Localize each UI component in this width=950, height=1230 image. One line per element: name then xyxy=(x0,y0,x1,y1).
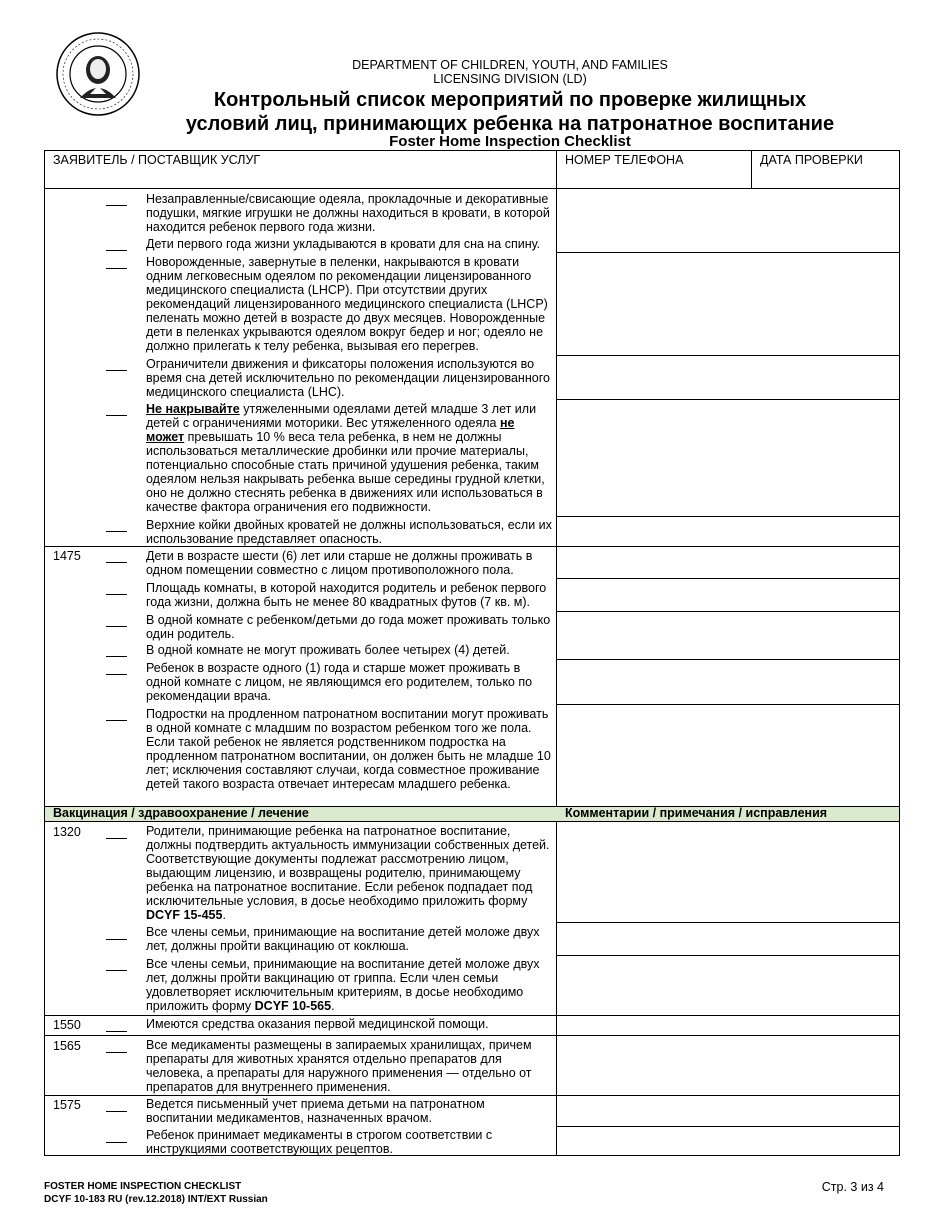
checklist-item: Ребенок принимает медикаменты в строгом соответствии с инструкциями соответствующих рецептов. xyxy=(146,1128,493,1156)
comment-cell-line xyxy=(556,516,900,517)
comment-cell-line xyxy=(556,355,900,356)
item-text-part: превышать 10 % веса тела ребенка, в нем не должны использоваться металлические дробинки или прочие материалы, потенциально способные стать причиной удушения ребенка, таким одеялом нельзя накрывать ребенка выше середины грудной клетки, оно не должно стеснять ребенка в движениях или использоваться в качестве фактора ограничения его подвижности. xyxy=(146,430,545,514)
comment-cell-line xyxy=(556,922,900,923)
department-name: DEPARTMENT OF CHILDREN, YOUTH, AND FAMILIES xyxy=(352,58,668,72)
check-blank[interactable] xyxy=(106,250,127,251)
checklist-item: Подростки на продленном патронатном воспитании могут проживать в одной комнате с младшим по возрастом ребенком того же пола. Если такой ребенок не является родственником подростка на продленном патронатном воспитании, он должен быть не младше 10 лет; исключения составляют случаи, когда совместное проживание детей такого возраста отвечает интересам младшего ребенка. xyxy=(146,707,551,791)
comment-cell-line xyxy=(556,659,900,660)
applicant-label: ЗАЯВИТЕЛЬ / ПОСТАВЩИК УСЛУГ xyxy=(53,153,261,167)
checklist-item: Незаправленные/свисающие одеяла, прокладочные и декоративные подушки, мягкие игрушки не должны находиться в кровати, в которой находится ребенок первого года жизни. xyxy=(146,192,550,234)
check-blank[interactable] xyxy=(106,674,127,675)
comment-cell-line xyxy=(556,1126,900,1127)
form-reference: DCYF 10-565 xyxy=(254,999,332,1013)
check-blank[interactable] xyxy=(106,939,127,940)
check-blank[interactable] xyxy=(106,205,127,206)
division-name: LICENSING DIVISION (LD) xyxy=(433,72,587,86)
row-line xyxy=(44,546,900,547)
wac-code: 1575 xyxy=(53,1098,81,1112)
item-text-part: . xyxy=(331,999,335,1013)
document-title xyxy=(0,88,950,136)
check-blank[interactable] xyxy=(106,626,127,627)
item-text-part: Все члены семьи, принимающие на воспитание детей моложе двух лет, должны пройти вакцинацию от гриппа. Если член семьи удовлетворяет исключительным критериям, в досье необходимо приложить форму xyxy=(146,957,540,1013)
check-blank[interactable] xyxy=(106,415,127,416)
check-blank[interactable] xyxy=(106,268,127,269)
checklist-item: Новорожденные, завернутые в пеленки, накрываются в кровати одним легковесным одеялом по рекомендации лицензированного медицинского специалиста (LHCP). При отсутствии других рекомендаций лицензированного медицинского специалиста (LHCP) пеленать можно детей в возрасте до двух месяцев. Новорожденные дети в пеленках укрываются одеялом вокруг бедер и ног; одеяло не должно прилегать к телу ребенка, вызывая его перегрев. xyxy=(146,255,548,353)
comment-cell-line xyxy=(556,611,900,612)
item-text-part: утяжеленными одеялами детей младше 3 лет или детей с ограничениями моторики. Вес утяжеленного одеяла xyxy=(146,402,537,430)
check-blank[interactable] xyxy=(106,1111,127,1112)
checklist-item: В одной комнате не могут проживать более четырех (4) детей. xyxy=(146,643,510,657)
emphasis-text: Не накрывайте xyxy=(146,402,240,416)
checklist-item xyxy=(146,957,552,1013)
emphasis-text: не может xyxy=(146,416,515,444)
checklist-item: Верхние койки двойных кроватей не должны использоваться, если их использование представляет опасность. xyxy=(146,518,552,546)
department-heading xyxy=(0,58,950,86)
row-line xyxy=(44,1035,900,1036)
checklist-item: Все члены семьи, принимающие на воспитание детей моложе двух лет, должны пройти вакцинацию от коклюша. xyxy=(146,925,540,953)
check-blank[interactable] xyxy=(106,656,127,657)
checklist-item: Площадь комнаты, в которой находится родитель и ребенок первого года жизни, должна быть не менее 80 квадратных футов (7 кв. м). xyxy=(146,581,547,609)
checklist-item: Дети первого года жизни укладываются в кровати для сна на спину. xyxy=(146,237,541,251)
row-line xyxy=(44,1015,900,1016)
footer xyxy=(44,1180,268,1206)
checklist-item: Дети в возрасте шести (6) лет или старше не должны проживать в одном помещении совместно с лицом противоположного пола. xyxy=(146,549,533,577)
form-reference: DCYF 15-455 xyxy=(146,908,223,922)
phone-label: НОМЕР ТЕЛЕФОНА xyxy=(565,153,684,167)
column-divider xyxy=(556,150,557,1156)
check-blank[interactable] xyxy=(106,838,127,839)
check-blank[interactable] xyxy=(106,970,127,971)
date-label: ДАТА ПРОВЕРКИ xyxy=(760,153,863,167)
checklist-item: Имеются средства оказания первой медицинской помощи. xyxy=(146,1017,489,1031)
check-blank[interactable] xyxy=(106,1031,127,1032)
header-bottom-line xyxy=(44,188,900,189)
check-blank[interactable] xyxy=(106,370,127,371)
checklist-item: Ребенок в возрасте одного (1) года и старше может проживать в одной комнате с лицом, не являющимся его родителем, только по рекомендации врача. xyxy=(146,661,533,703)
footer-form-title: FOSTER HOME INSPECTION CHECKLIST xyxy=(44,1181,242,1192)
check-blank[interactable] xyxy=(106,594,127,595)
footer-form-number: DCYF 10-183 RU (rev.12.2018) INT/EXT Russian xyxy=(44,1194,268,1205)
checklist-item: Ведется письменный учет приема детьми на патронатном воспитании медикаментов, назначенных врачом. xyxy=(146,1097,485,1125)
checklist-item: Все медикаменты размещены в запираемых хранилищах, причем препараты для животных хранятся отдельно препаратов для человека, а препараты для наружного применения — отдельно от препаратов для внутреннего применения. xyxy=(146,1038,532,1094)
wac-code: 1475 xyxy=(53,549,81,563)
checklist-item xyxy=(146,824,552,922)
comment-cell-line xyxy=(556,252,900,253)
section-vaccination-title: Вакцинация / здравоохранение / лечение xyxy=(53,806,309,820)
item-text-part: Родители, принимающие ребенка на патронатное воспитание, должны подтвердить актуальность иммунизации собственных детей. Соответствующие документы подлежат рассмотрению лицом, выдающим лицензию, и возвращены родителю, принимающему ребенка на патронатное воспитание. Если ребенок подпадает под исключительные условия, в досье необходимо приложить форму xyxy=(146,824,550,908)
title-en: Foster Home Inspection Checklist xyxy=(389,133,631,150)
check-blank[interactable] xyxy=(106,720,127,721)
item-text-part: . xyxy=(222,908,226,922)
page-number: Стр. 3 из 4 xyxy=(821,1180,884,1194)
comment-cell-line xyxy=(556,578,900,579)
check-blank[interactable] xyxy=(106,1052,127,1053)
section-comments-title: Комментарии / примечания / исправления xyxy=(565,806,828,820)
wac-code: 1565 xyxy=(53,1039,81,1053)
wac-code: 1550 xyxy=(53,1018,81,1032)
title-ru-line1: Контрольный список мероприятий по проверке жилищных xyxy=(213,89,807,111)
row-line xyxy=(44,1095,900,1096)
check-blank[interactable] xyxy=(106,1142,127,1143)
title-ru-line2: условий лиц, принимающих ребенка на патронатное воспитание xyxy=(185,113,835,135)
row-line xyxy=(44,821,900,822)
checklist-item xyxy=(146,402,552,514)
comment-cell-line xyxy=(556,704,900,705)
comment-cell-line xyxy=(556,399,900,400)
wac-code: 1320 xyxy=(53,825,81,839)
header-divider xyxy=(751,150,752,188)
checklist-item: В одной комнате с ребенком/детьми до года может проживать только один родитель. xyxy=(146,613,551,641)
check-blank[interactable] xyxy=(106,531,127,532)
check-blank[interactable] xyxy=(106,562,127,563)
comment-cell-line xyxy=(556,955,900,956)
checklist-item: Ограничители движения и фиксаторы положения используются во время сна детей исключительно по рекомендации лицензированного медицинского специалиста (LHC). xyxy=(146,357,550,399)
